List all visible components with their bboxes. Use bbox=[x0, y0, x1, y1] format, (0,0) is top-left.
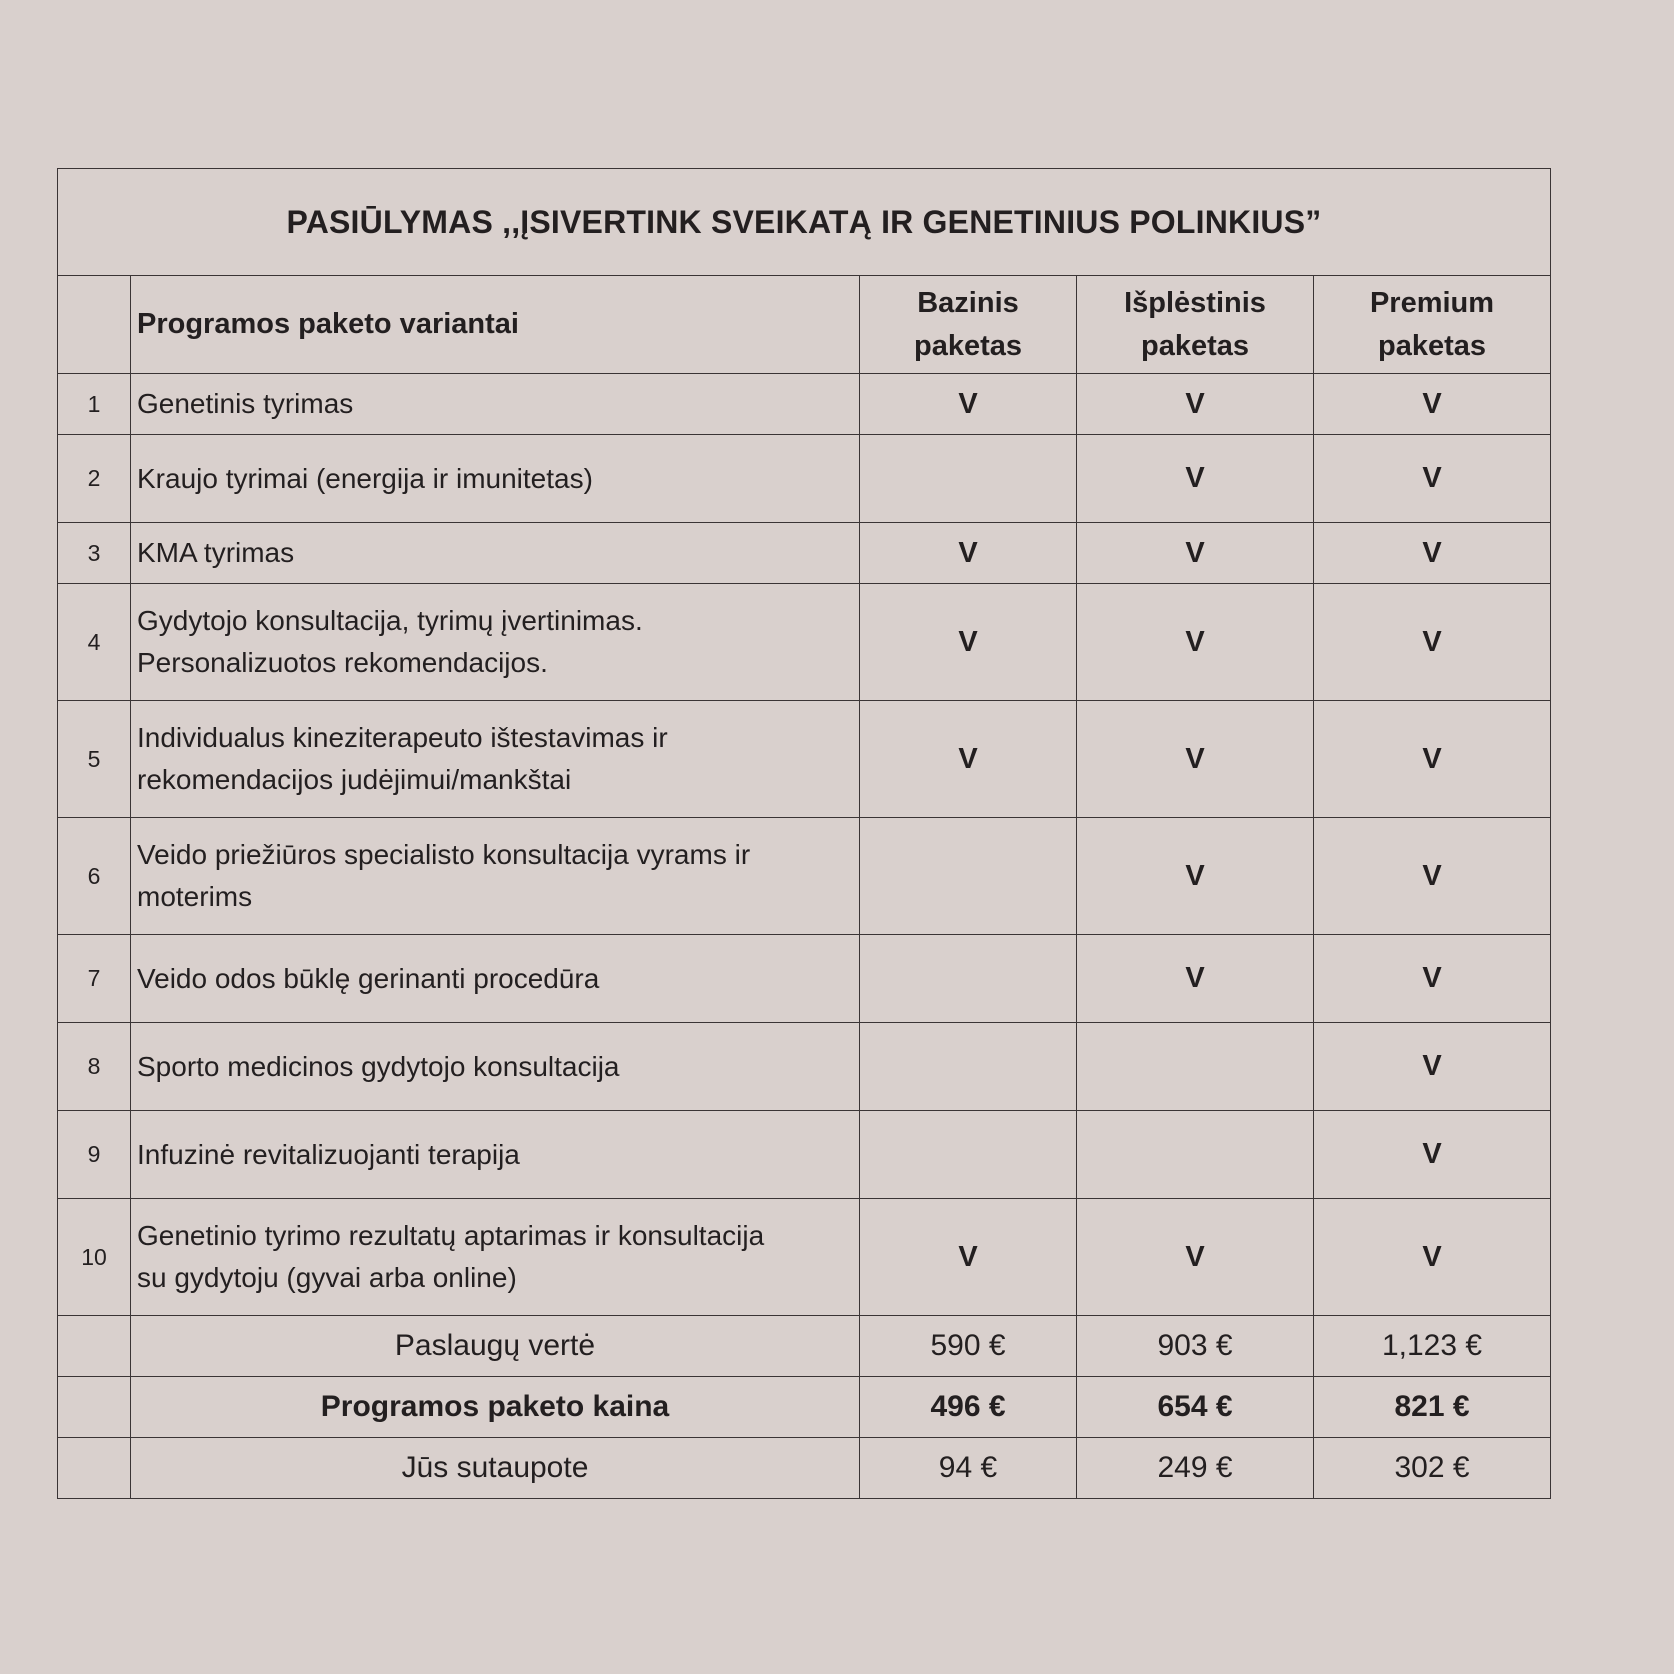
offer-sheet bbox=[57, 168, 1550, 1499]
row-mark-basic: V bbox=[860, 523, 1077, 584]
summary-value-premium: 821 € bbox=[1314, 1377, 1551, 1438]
row-mark-premium: V bbox=[1314, 701, 1551, 818]
row-description: Genetinis tyrimas bbox=[131, 374, 860, 435]
summary-value-basic: 94 € bbox=[860, 1438, 1077, 1499]
summary-value-basic: 496 € bbox=[860, 1377, 1077, 1438]
table-row bbox=[58, 818, 1551, 935]
table-row bbox=[58, 701, 1551, 818]
summary-value-extended: 903 € bbox=[1077, 1316, 1314, 1377]
row-number: 5 bbox=[58, 701, 131, 818]
summary-row-savings bbox=[58, 1438, 1551, 1499]
row-mark-basic bbox=[860, 818, 1077, 935]
row-mark-extended bbox=[1077, 1111, 1314, 1199]
summary-row-value bbox=[58, 1316, 1551, 1377]
summary-num-cell bbox=[58, 1438, 131, 1499]
row-mark-extended: V bbox=[1077, 1199, 1314, 1316]
summary-value-extended: 249 € bbox=[1077, 1438, 1314, 1499]
row-mark-basic bbox=[860, 935, 1077, 1023]
row-mark-basic: V bbox=[860, 1199, 1077, 1316]
row-number: 4 bbox=[58, 584, 131, 701]
row-description: Individualus kineziterapeuto ištestavimas ir rekomendacijos judėjimui/mankštai bbox=[131, 701, 860, 818]
row-description: KMA tyrimas bbox=[131, 523, 860, 584]
summary-label: Programos paketo kaina bbox=[131, 1377, 860, 1438]
row-description: Kraujo tyrimai (energija ir imunitetas) bbox=[131, 435, 860, 523]
row-mark-premium: V bbox=[1314, 1199, 1551, 1316]
row-number: 3 bbox=[58, 523, 131, 584]
row-mark-basic: V bbox=[860, 701, 1077, 818]
offer-table bbox=[57, 168, 1551, 1499]
row-mark-premium: V bbox=[1314, 374, 1551, 435]
summary-value-premium: 302 € bbox=[1314, 1438, 1551, 1499]
row-mark-premium: V bbox=[1314, 584, 1551, 701]
row-mark-basic bbox=[860, 435, 1077, 523]
row-mark-extended: V bbox=[1077, 523, 1314, 584]
row-mark-extended: V bbox=[1077, 935, 1314, 1023]
header-num-cell bbox=[58, 276, 131, 374]
row-number: 10 bbox=[58, 1199, 131, 1316]
row-mark-basic: V bbox=[860, 374, 1077, 435]
row-mark-extended: V bbox=[1077, 435, 1314, 523]
summary-value-premium: 1,123 € bbox=[1314, 1316, 1551, 1377]
table-row bbox=[58, 1023, 1551, 1111]
summary-value-extended: 654 € bbox=[1077, 1377, 1314, 1438]
row-description: Genetinio tyrimo rezultatų aptarimas ir konsultacija su gydytoju (gyvai arba online) bbox=[131, 1199, 860, 1316]
header-package-basic: Bazinis paketas bbox=[860, 276, 1077, 374]
table-row bbox=[58, 584, 1551, 701]
row-number: 1 bbox=[58, 374, 131, 435]
row-description: Gydytojo konsultacija, tyrimų įvertinimas. Personalizuotos rekomendacijos. bbox=[131, 584, 860, 701]
row-mark-extended: V bbox=[1077, 374, 1314, 435]
row-mark-premium: V bbox=[1314, 935, 1551, 1023]
table-row bbox=[58, 435, 1551, 523]
row-number: 6 bbox=[58, 818, 131, 935]
row-mark-extended: V bbox=[1077, 818, 1314, 935]
row-mark-basic bbox=[860, 1023, 1077, 1111]
row-description: Infuzinė revitalizuojanti terapija bbox=[131, 1111, 860, 1199]
row-mark-extended: V bbox=[1077, 584, 1314, 701]
row-mark-premium: V bbox=[1314, 1023, 1551, 1111]
summary-num-cell bbox=[58, 1377, 131, 1438]
row-mark-premium: V bbox=[1314, 435, 1551, 523]
header-package-premium: Premium paketas bbox=[1314, 276, 1551, 374]
row-description: Veido priežiūros specialisto konsultacija vyrams ir moterims bbox=[131, 818, 860, 935]
header-row bbox=[58, 276, 1551, 374]
row-mark-basic bbox=[860, 1111, 1077, 1199]
row-number: 7 bbox=[58, 935, 131, 1023]
row-number: 2 bbox=[58, 435, 131, 523]
row-mark-premium: V bbox=[1314, 523, 1551, 584]
row-description: Veido odos būklę gerinanti procedūra bbox=[131, 935, 860, 1023]
table-row bbox=[58, 374, 1551, 435]
table-title: PASIŪLYMAS ,,ĮSIVERTINK SVEIKATĄ IR GENETINIUS POLINKIUS” bbox=[58, 169, 1551, 276]
summary-label: Jūs sutaupote bbox=[131, 1438, 860, 1499]
table-row bbox=[58, 1199, 1551, 1316]
row-mark-premium: V bbox=[1314, 818, 1551, 935]
summary-label: Paslaugų vertė bbox=[131, 1316, 860, 1377]
row-mark-extended bbox=[1077, 1023, 1314, 1111]
header-description: Programos paketo variantai bbox=[131, 276, 860, 374]
header-package-extended: Išplėstinis paketas bbox=[1077, 276, 1314, 374]
row-mark-premium: V bbox=[1314, 1111, 1551, 1199]
table-row bbox=[58, 1111, 1551, 1199]
row-mark-extended: V bbox=[1077, 701, 1314, 818]
summary-row-price bbox=[58, 1377, 1551, 1438]
table-row bbox=[58, 523, 1551, 584]
summary-value-basic: 590 € bbox=[860, 1316, 1077, 1377]
row-mark-basic: V bbox=[860, 584, 1077, 701]
summary-num-cell bbox=[58, 1316, 131, 1377]
row-number: 8 bbox=[58, 1023, 131, 1111]
table-row bbox=[58, 935, 1551, 1023]
row-number: 9 bbox=[58, 1111, 131, 1199]
row-description: Sporto medicinos gydytojo konsultacija bbox=[131, 1023, 860, 1111]
